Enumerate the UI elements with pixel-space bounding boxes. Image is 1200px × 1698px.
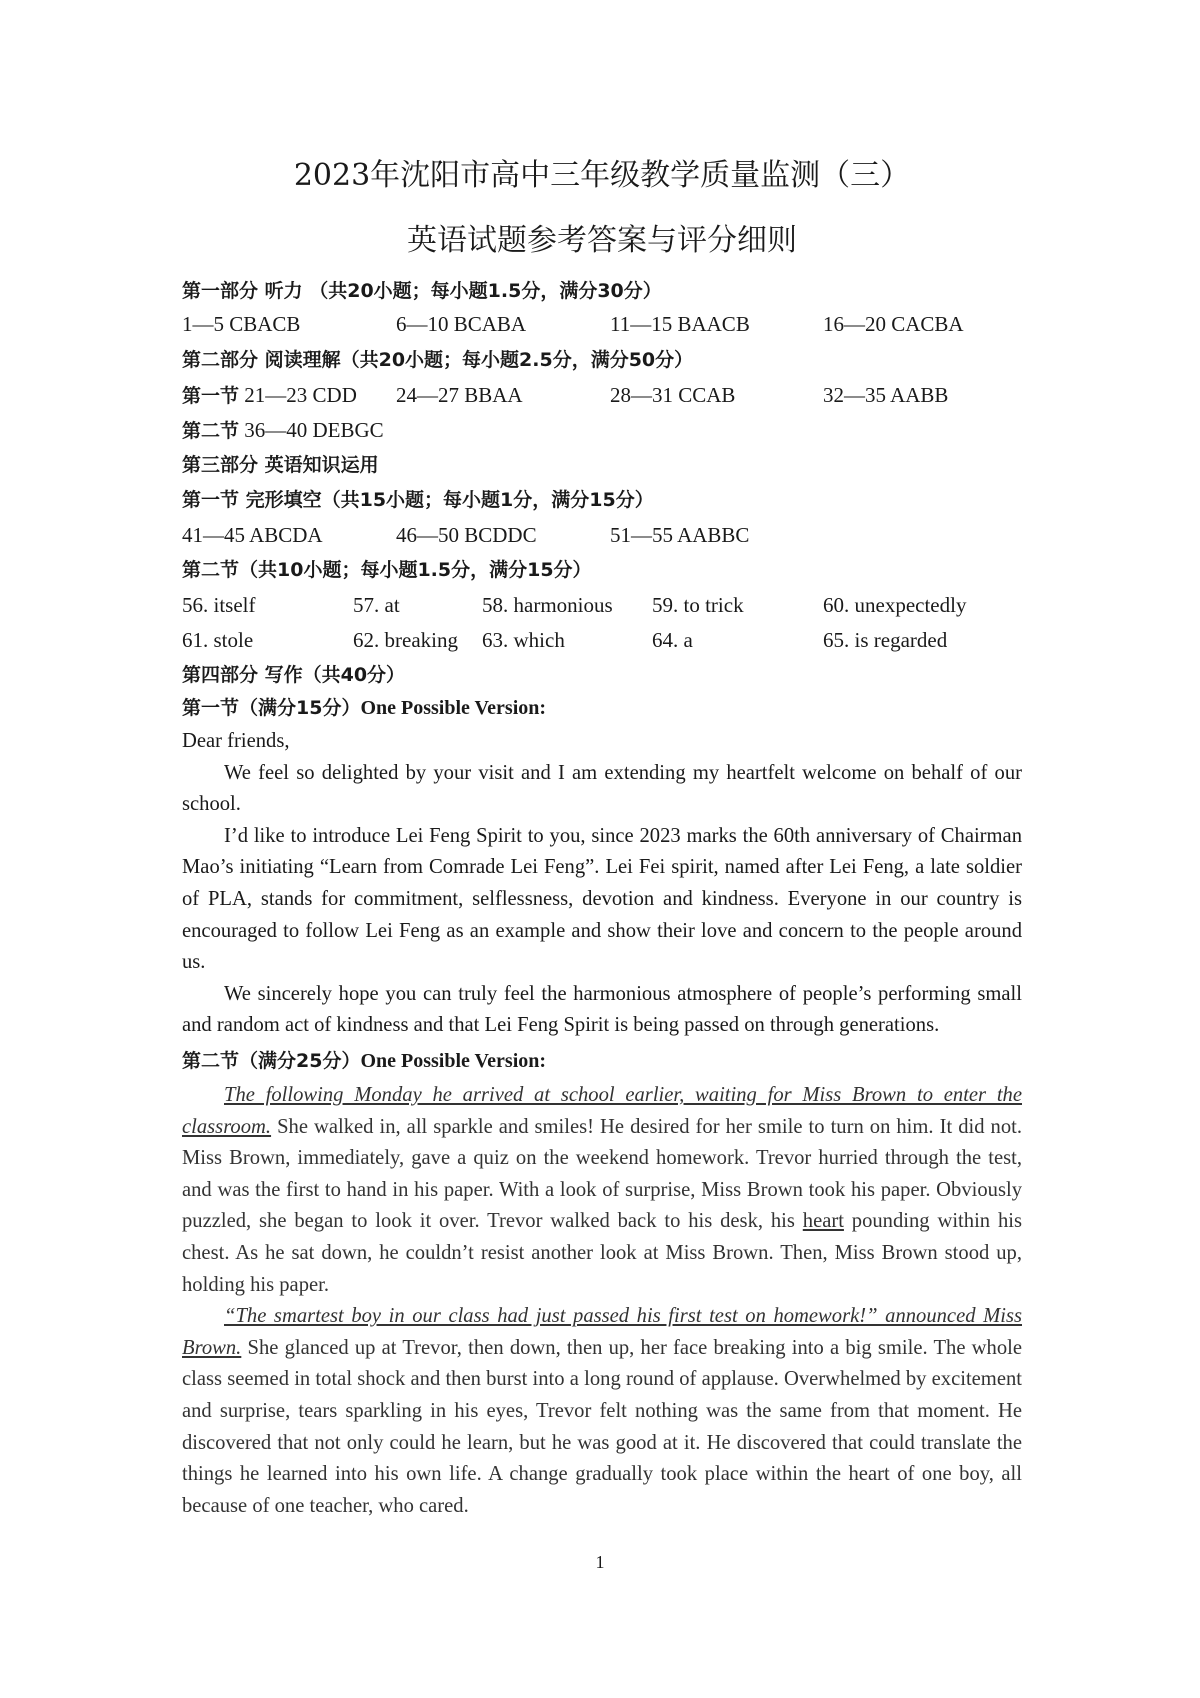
story-continuation [182,1080,1022,1522]
letter-sample [182,726,1022,1042]
answer-group: 16—20 CACBA [823,312,964,336]
answer-group: 21—23 CDD [244,383,357,407]
section-label: 第二节 [182,420,240,442]
fill-answer: 56. itself [182,593,256,617]
answer-group: 32—35 AABB [823,383,949,407]
answer-group: 24—27 BBAA [396,383,523,407]
answer-group: 41—45 ABCDA [182,523,323,547]
part3-sec2-row1 [182,590,1022,620]
fill-answer: 65. is regarded [823,628,948,652]
part4-sec2-heading-line [182,1046,1022,1078]
part2-sec1-row [182,380,1022,410]
fill-answer: 58. harmonious [482,593,613,617]
given-opening-sentence: The following Monday he arrived at school earlier, waiting for Miss Brown to enter the classroom. [182,1084,1022,1138]
letter-greeting: Dear friends, [182,730,290,752]
answer-group: 11—15 BAACB [610,312,750,336]
underlined-word: heart [802,1210,844,1233]
part4-heading: 第四部分 写作（共40分） [182,664,406,686]
fill-answer: 60. unexpectedly [823,593,967,617]
story-paragraph-2 [182,1301,1022,1522]
possible-version-label: One Possible Version: [360,1050,547,1072]
fill-answer: 59. to trick [652,593,744,617]
letter-paragraph-3: We sincerely hope you can truly feel the harmonious atmosphere of people’s performing small and random act of kindness and that Lei Feng Spirit is being passed on through generations. [182,982,1022,1037]
fill-answer: 63. which [482,628,565,652]
part3-sec2-heading: 第二节（共10小题；每小题1.5分，满分15分） [182,559,592,581]
possible-version-label: One Possible Version: [360,697,547,719]
page-number: 1 [595,1552,605,1572]
part4-sec1-heading-line [182,693,1022,725]
story-paragraph-1 [182,1080,1022,1301]
part3-sec1-answers-row [182,520,1022,550]
given-opening-sentence: “The smartest boy in our class had just passed his first test on homework!” announced Miss Brown. [182,1305,1022,1359]
part2-sec2-row [182,415,1022,445]
document-title: 2023年沈阳市高中三年级教学质量监测（三） [293,158,911,193]
document-subtitle: 英语试题参考答案与评分细则 [407,223,797,258]
part4-sec1-heading: 第一节（满分15分） [182,697,361,719]
fill-answer: 57. at [353,593,400,617]
part2-heading: 第二部分 阅读理解（共20小题；每小题2.5分，满分50分） [182,349,694,371]
part3-heading: 第三部分 英语知识运用 [182,454,379,476]
answer-group: 46—50 BCDDC [396,523,537,547]
letter-paragraph-1: We feel so delighted by your visit and I am extending my heartfelt welcome on behalf of our school. [182,761,1022,816]
answer-group: 36—40 DEBGC [244,418,384,442]
fill-answer: 61. stole [182,628,254,652]
part1-heading: 第一部分 听力 （共20小题；每小题1.5分，满分30分） [182,280,662,302]
part1-answers-row [182,309,1022,339]
fill-answer: 64. a [652,628,693,652]
story-text: pounding within his chest. As he sat down, he couldn’t resist another look at Miss Brown. Then, Miss Brown stood up, holding his paper. [182,1210,1022,1296]
part4-sec2-heading: 第二节（满分25分） [182,1050,361,1072]
section-label: 第一节 [182,385,240,407]
part3-sec2-row2 [182,625,1022,655]
answer-group: 6—10 BCABA [396,312,527,336]
answer-group: 51—55 AABBC [610,523,750,547]
answer-group: 28—31 CCAB [610,383,736,407]
letter-paragraph-2: I’d like to introduce Lei Feng Spirit to you, since 2023 marks the 60th anniversary of Chairman Mao’s initiating “Learn from Comrade Lei Feng”. Lei Fei spirit, named after Lei Feng, a late soldier of PLA, stands for commitment, selflessness, devotion and kindness. Everyone in our country is encouraged to follow Lei Feng as an example and show their love and concern to the people around us. [182,824,1022,974]
story-text: She walked in, all sparkle and smiles! He desired for her smile to turn on him. It did not. Miss Brown, immediately, gave a quiz on the weekend homework. Trevor hurried through the test, and was the first to hand in his paper. With a look of surprise, Miss Brown took his paper. Obviously puzzled, she began to look it over. Trevor walked back to his desk, his [182,1115,1022,1233]
answer-group: 1—5 CBACB [182,312,301,336]
fill-answer: 62. breaking [353,628,458,652]
story-text: She glanced up at Trevor, then down, then up, her face breaking into a big smile. The whole class seemed in total shock and then burst into a long round of applause. Overwhelmed by excitement and surprise, tears sparkling in his eyes, Trevor felt nothing was the same from that moment. He discovered that not only could he learn, but he was good at it. He discovered that could translate the things he learned into his own life. A change gradually took place within the heart of one boy, all because of one teacher, who cared. [182,1336,1022,1517]
part3-sec1-heading: 第一节 完形填空（共15小题；每小题1分，满分15分） [182,489,654,511]
